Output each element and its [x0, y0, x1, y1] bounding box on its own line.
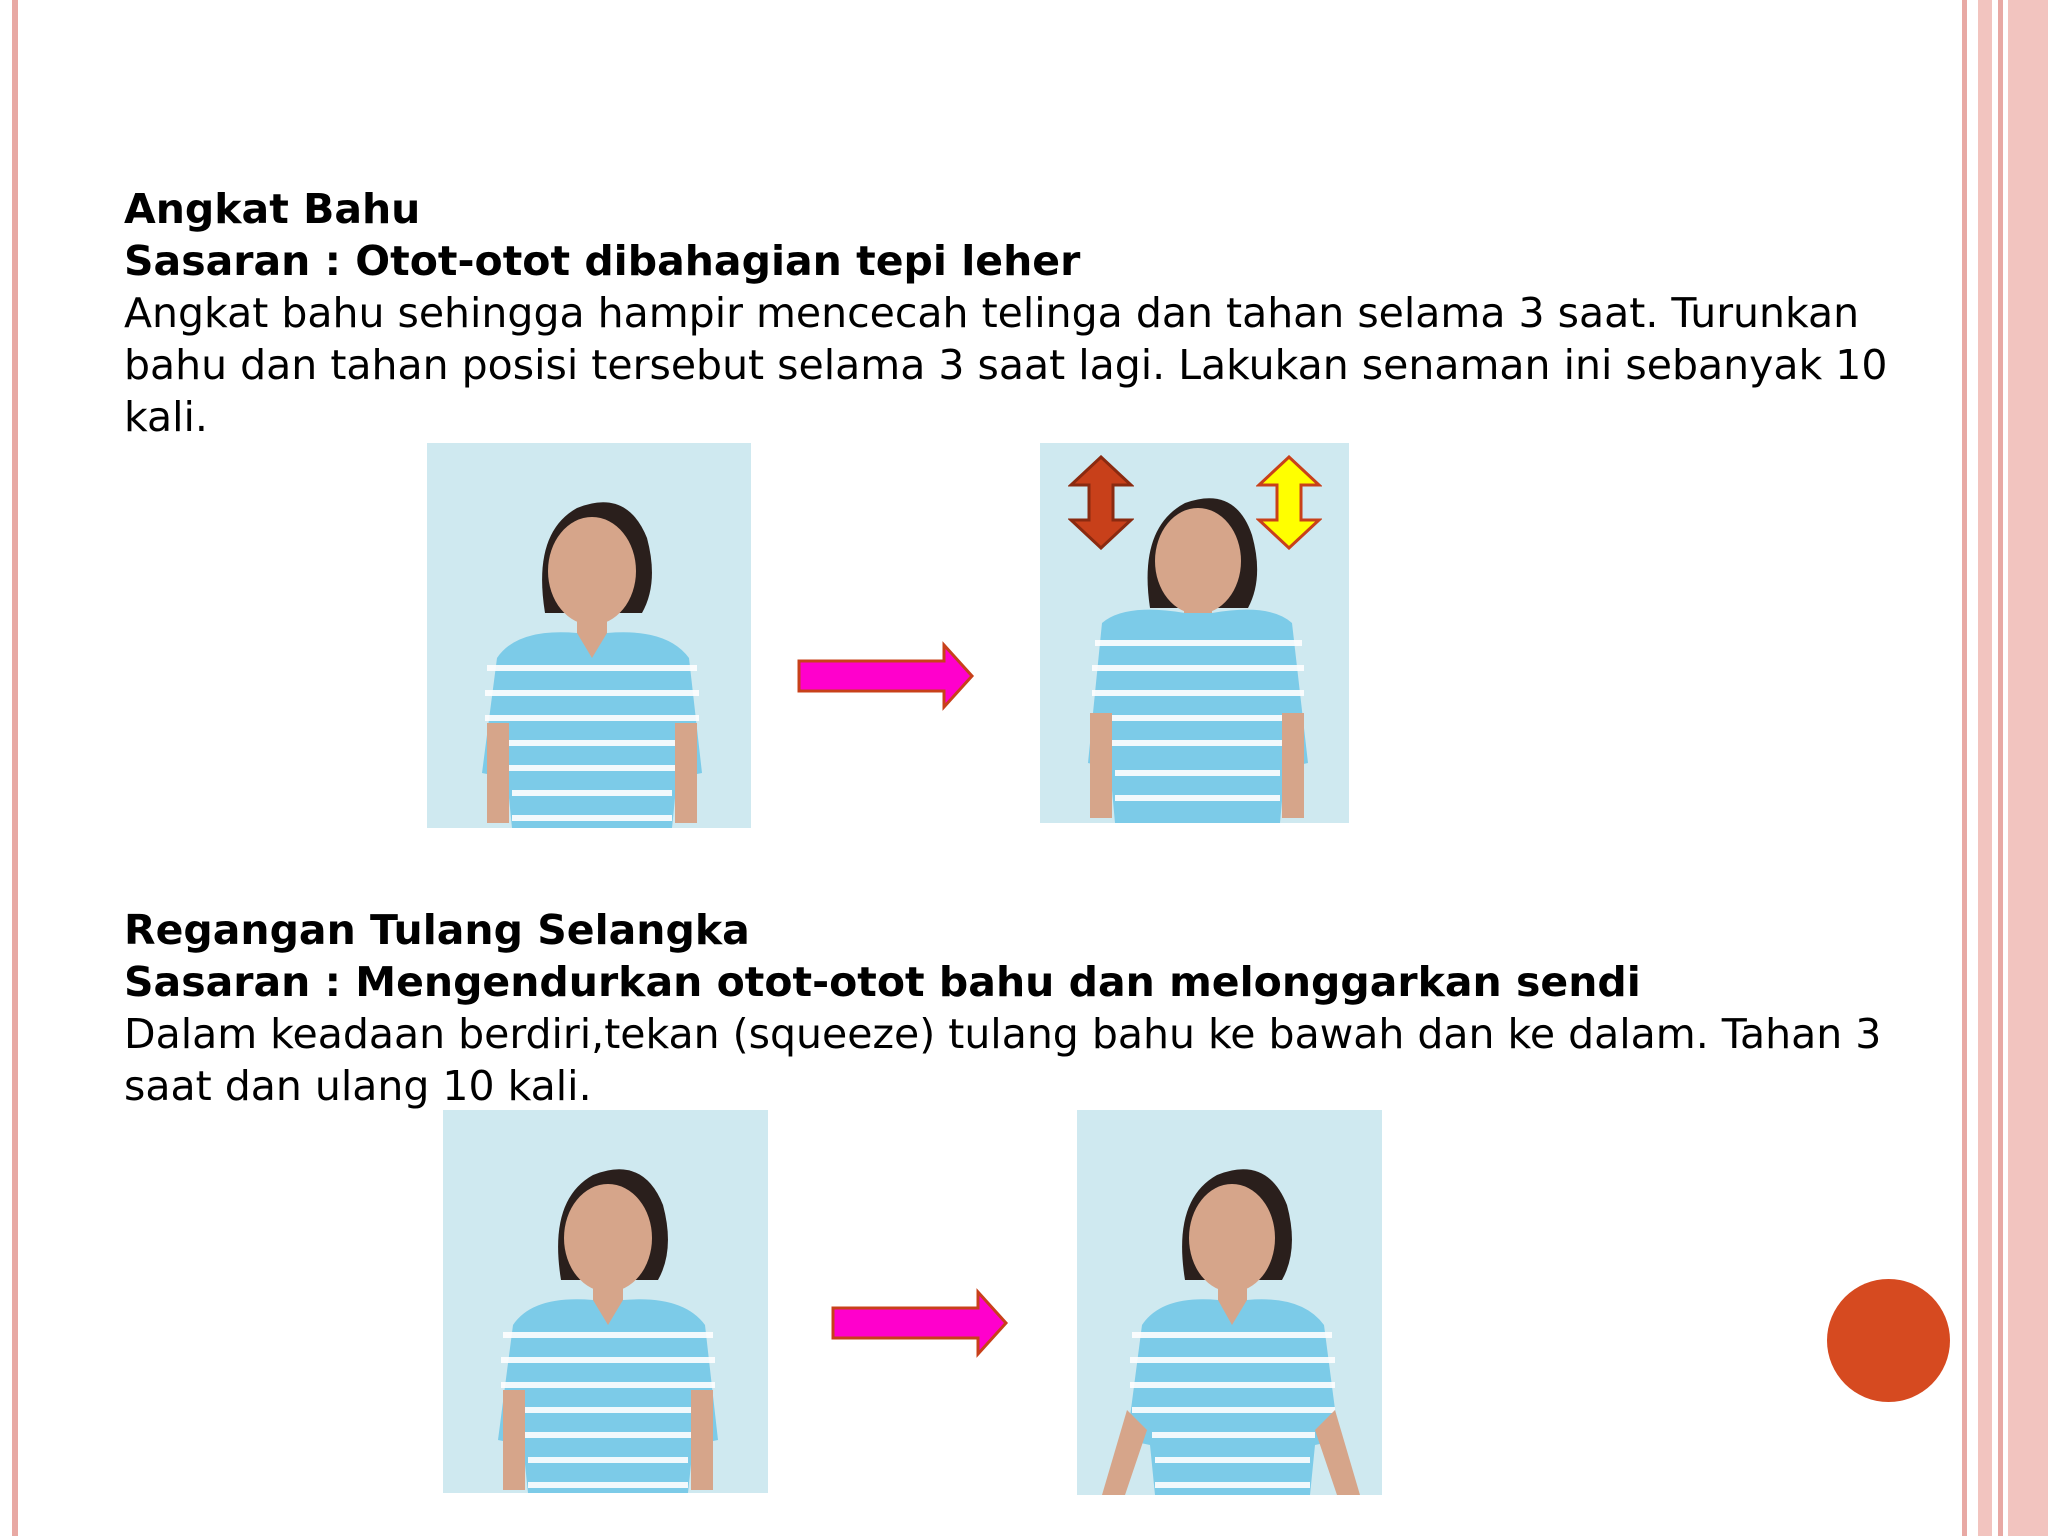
photo-clavicle-squeeze: [1077, 1110, 1382, 1495]
photo-shoulders-relaxed: [427, 443, 751, 828]
person-illustration: [443, 1110, 768, 1493]
section-angkat-bahu: [124, 183, 1888, 443]
section-title: Regangan Tulang Selangka: [124, 906, 750, 954]
person-illustration: [427, 443, 751, 828]
left-border-line: [12, 0, 18, 1536]
double-arrow-icon-right: [1256, 455, 1322, 550]
section-target: Sasaran : Mengendurkan otot-otot bahu dan melonggarkan sendi: [124, 958, 1641, 1006]
photo-clavicle-start: [443, 1110, 768, 1493]
section-regangan-tulang-selangka: [124, 904, 1888, 1112]
right-border-band: [1978, 0, 1992, 1536]
right-border-line-outer: [1998, 0, 2003, 1536]
arrow-right-icon: [830, 1288, 1010, 1358]
section-description: Angkat bahu sehingga hampir mencecah telinga dan tahan selama 3 saat. Turunkan bahu dan tahan posisi tersebut selama 3 saat lagi. Lakukan senaman ini sebanyak 10 kali.: [124, 289, 1888, 441]
arrow-right-icon: [796, 641, 976, 711]
section-description: Dalam keadaan berdiri,tekan (squeeze) tulang bahu ke bawah dan ke dalam. Tahan 3 saat dan ulang 10 kali.: [124, 1010, 1882, 1110]
double-arrow-icon-left: [1068, 455, 1134, 550]
section-title: Angkat Bahu: [124, 185, 421, 233]
person-illustration: [1077, 1110, 1382, 1495]
accent-circle: [1827, 1279, 1950, 1402]
right-border-edge: [2008, 0, 2048, 1536]
section-target: Sasaran : Otot-otot dibahagian tepi leher: [124, 237, 1081, 285]
right-border-line-inner: [1962, 0, 1967, 1536]
